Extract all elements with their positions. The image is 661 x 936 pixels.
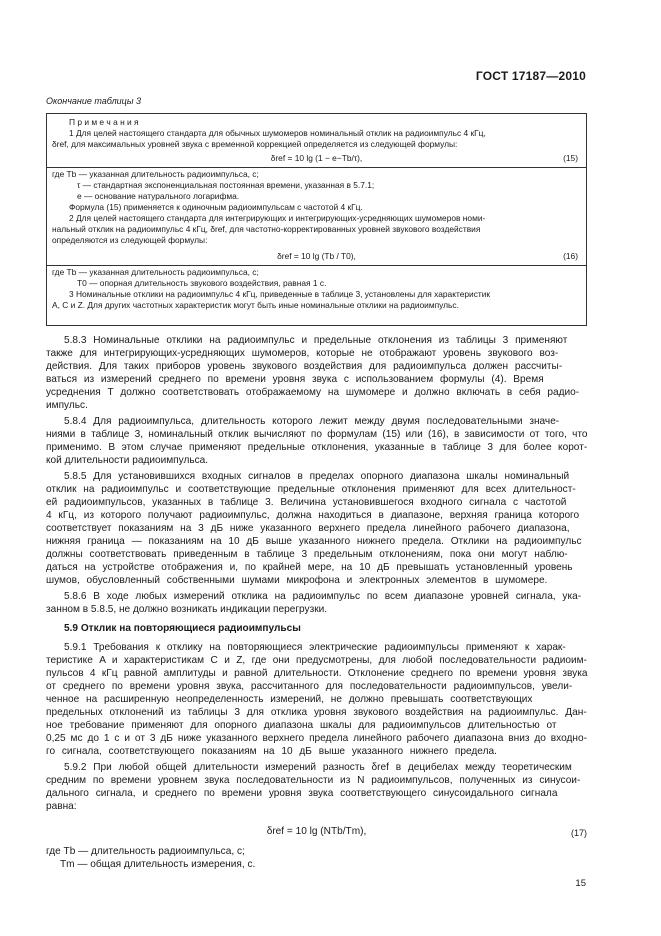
formula-17: δref = 10 lg (NTb/Tm), <box>266 826 367 837</box>
where-line-6: T0 — опорная длительность звукового воздействия, равная 1 с. <box>77 278 327 288</box>
paragraph-5-9-2-line: равна: <box>46 801 77 812</box>
formula-15-note: Формула (15) применяется к одиночным радиоимпульсам с частотой 4 кГц. <box>69 202 363 212</box>
paragraph-5-8-5-line: 4 кГц, из которого получают радиоимпульс, должна находиться в диапазоне, верхняя граница которого <box>46 510 580 521</box>
note-2-line-3: определяются из следующей формулы: <box>52 235 208 245</box>
note-3-line-1: 3 Номинальные отклики на радиоимпульс 4 кГц, приведенные в таблице 3, установлены для характеристик <box>69 289 491 299</box>
paragraph-5-8-3-line: ваться из измерений среднего по времени уровня звука с использованием формулы (4). Время <box>46 374 544 385</box>
paragraph-5-8-6-line: 5.8.6 В ходе любых измерений отклика на радиоимпульс по всем диапазоне уровней сигнала, ука- <box>64 591 582 602</box>
paragraph-5-9-1-line: 0,25 мс до 1 с и от 3 дБ ниже указанного верхнего предела линейного рабочего диапазона вниз до входно- <box>46 733 587 744</box>
paragraph-5-8-3-line: также для интегрирующих-усредняющих шумомеров, которые не отображают уровень звукового воз- <box>46 348 559 359</box>
paragraph-5-8-5-line: нижняя граница — показаниям на 10 дБ выше указанного нижнего предела. Отклики на радиоимпульс <box>46 536 582 547</box>
paragraph-5-9-1-line: 5.9.1 Требования к отклику на повторяющиеся электрические радиоимпульсы применяют к харак- <box>64 642 566 653</box>
notes-box <box>46 113 587 326</box>
where-line-2: τ — стандартная экспоненциальная постоянная времени, указанная в 5.7.1; <box>77 180 375 190</box>
paragraph-5-8-4-line: применимо. В этом случае применяют предельные отклонения, указанные в таблице 3 для более корот- <box>46 442 588 453</box>
paragraph-5-8-5-line: шумов, обусловленный собственными шумами микрофона и электронных элементов в шумомере. <box>46 575 548 586</box>
paragraph-5-9-1-line: го сигнала, соответствующего показаниям на 10 дБ выше указанного нижнего предела. <box>46 746 497 757</box>
table-caption: Окончание таблицы 3 <box>46 96 141 106</box>
note-3-line-2: A, C и Z. Для других частотных характеристик могут быть иные номинальные отклики на радиоимпульс. <box>52 300 459 310</box>
paragraph-5-8-5-line: ей радиоимпульсов, указанных в таблице 3. Величина установившегося входного сигнала с частотой <box>46 497 567 508</box>
page-number: 15 <box>575 878 586 889</box>
paragraph-5-8-6-line: занном в 5.8.5, не должно возникать индикации перегрузки. <box>46 604 328 615</box>
paragraph-5-9-1-line: ченное на расширенную неопределенность измерений, не должно превышать соответствующих <box>46 694 533 705</box>
paragraph-5-8-3-line: 5.8.3 Номинальные отклики на радиоимпульс и предельные отклонения из таблицы 3 применяют <box>64 335 568 346</box>
paragraph-5-9-1-line: пульсов 4 кГц равной амплитуды и равной длительности. Отклонение среднего по времени уровня звука <box>46 668 588 679</box>
notes-divider <box>47 265 586 266</box>
paragraph-5-8-5-line: должны соответствовать приведенным в таблице 3 предельным отклонениям, пока они могут наблю- <box>46 549 568 560</box>
paragraph-5-8-5-line: соответствует показаниям на 3 дБ ниже указанного верхнего предела линейного рабочего диапазона, <box>46 523 570 534</box>
note-2-line-2: нальный отклик на радиоимпульс 4 кГц, δref, для частотно-корректированных уровней звукового воздействия <box>52 224 481 234</box>
paragraph-5-9-1-line: ное требование применяют для опорного диапазона шкалы для радиоимпульсов длительностью от <box>46 720 557 731</box>
where-line-3: e — основание натурального логарифма. <box>77 191 240 201</box>
notes-divider <box>47 167 586 168</box>
where-17-line-2: Tm — общая длительность измерения, с. <box>60 859 256 870</box>
section-heading-5-9: 5.9 Отклик на повторяющиеся радиоимпульсы <box>64 623 301 634</box>
formula-17-number: (17) <box>570 828 587 838</box>
paragraph-5-9-1-line: теристике A и характеристикам C и Z, где они предусмотрены, для любой последовательности радиоим- <box>46 655 587 666</box>
paragraph-5-8-3-line: усреднения T должно соответствовать отображаемому на шумомере и должно включать в себя радио- <box>46 387 580 398</box>
notes-title: П р и м е ч а н и я <box>69 117 139 127</box>
formula-15: δref = 10 lg (1 − e−Tb/τ), <box>270 153 363 163</box>
formula-16-number: (16) <box>563 251 578 261</box>
formula-15-number: (15) <box>563 153 578 163</box>
paragraph-5-9-1-line: предельных отклонений из таблицы 3 для отклика уровня звукового воздействия на радиоимпульс. Дан- <box>46 707 587 718</box>
paragraph-5-8-5-line: 5.8.5 Для установившихся входных сигналов в пределах опорного диапазона шкалы номинальный <box>64 471 570 482</box>
where-line-5: где Tb — указанная длительность радиоимпульса, с; <box>52 267 259 277</box>
paragraph-5-8-4-line: 5.8.4 Для радиоимпульса, длительность которого лежит между двумя последовательными значе- <box>64 416 560 427</box>
note-1-line-2: δref, для максимальных уровней звука с временной коррекцией определяется из следующей формулы: <box>52 139 458 149</box>
paragraph-5-9-2-line: средним по времени уровнем звука последовательности из N радиоимпульсов, полученных из синусои- <box>46 775 581 786</box>
formula-16: δref = 10 lg (Tb / T0), <box>277 251 356 261</box>
paragraph-5-8-3-line: импульс. <box>46 400 88 411</box>
paragraph-5-8-3-line: действия. Для таких приборов уровень звукового воздействия для радиоимпульса должен рассчиты- <box>46 361 563 372</box>
paragraph-5-8-5-line: отклик на радиоимпульс и соответствующие предельные отклонения применяют для всех длительност- <box>46 484 576 495</box>
note-2-line-1: 2 Для целей настоящего стандарта для интегрирующих и интегрирующих-усредняющих шумомеров номи- <box>69 213 486 223</box>
paragraph-5-8-4-line: ниями в таблице 3, номинальный отклик вычисляют по формулам (15) или (16), в зависимости от того, что <box>46 429 588 440</box>
paragraph-5-8-4-line: кой длительности радиоимпульса. <box>46 455 209 466</box>
paragraph-5-8-5-line: даться на устройстве отображения и, по крайней мере, на 10 дБ превышать установленный уровень <box>46 562 573 573</box>
document-code: ГОСТ 17187—2010 <box>475 69 586 83</box>
paragraph-5-9-2-line: дального сигнала, и среднего по времени уровня звука соответствующего синусоидального сигнала <box>46 788 558 799</box>
note-1-line-1: 1 Для целей настоящего стандарта для обычных шумомеров номинальный отклик на радиоимпульс 4 кГц, <box>69 128 486 138</box>
where-line-1: где Tb — указанная длительность радиоимпульса, с; <box>52 169 259 179</box>
paragraph-5-9-2-line: 5.9.2 При любой общей длительности измерений разность δref в децибелах между теоретическим <box>64 762 572 773</box>
paragraph-5-9-1-line: от среднего по времени уровня звука, рассчитанного для последовательности радиоимпульсов, увели- <box>46 681 573 692</box>
where-17-line-1: где Tb — длительность радиоимпульса, с; <box>46 846 245 857</box>
